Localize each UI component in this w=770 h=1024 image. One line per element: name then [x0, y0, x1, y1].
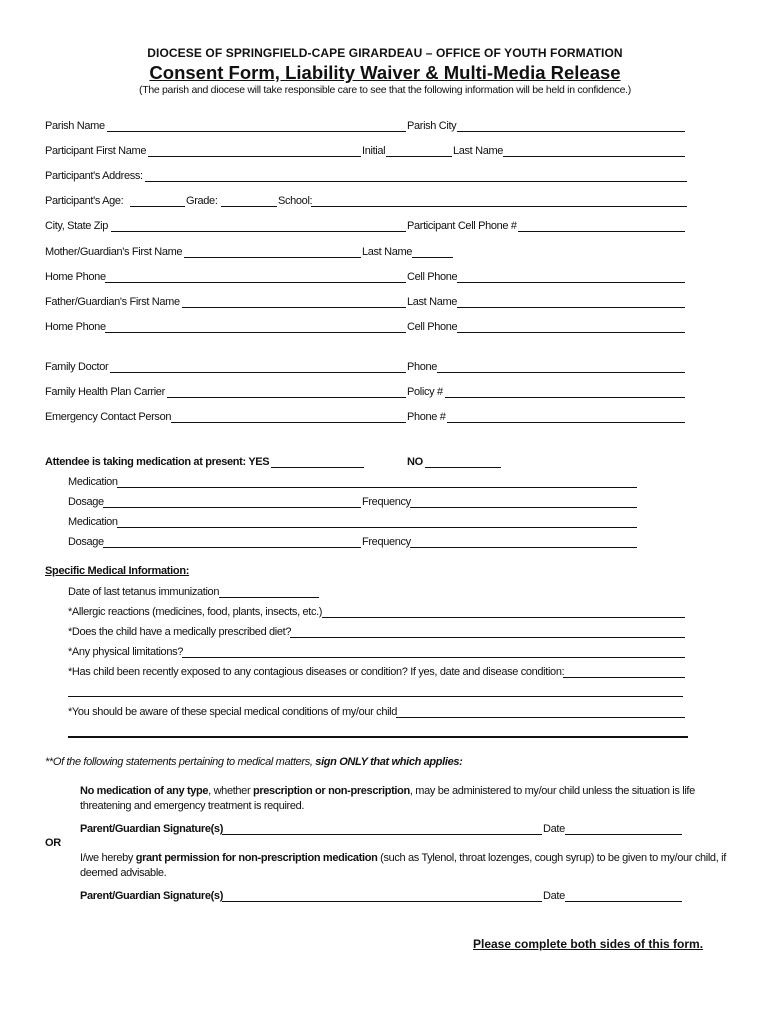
statements-intro-emphasis: sign ONLY that which applies:	[315, 756, 463, 768]
frequency-1-label: Frequency	[362, 496, 411, 508]
medication-no-field[interactable]	[425, 467, 501, 468]
health-plan-row	[0, 385, 770, 401]
father-first-name-label: Father/Guardian's First Name	[45, 296, 180, 308]
medication-2-row	[0, 515, 770, 531]
diocese-heading: DIOCESE OF SPRINGFIELD-CAPE GIRARDEAU – OFFICE OF YOUTH FORMATION	[147, 46, 623, 60]
father-last-name-label: Last Name	[407, 296, 458, 308]
diet-field[interactable]	[290, 637, 685, 638]
permission-rest: (such as Tylenol, throat lozenges, cough syrup) to be given to my/our child, if deemed advisable.	[80, 852, 726, 879]
grade-label: Grade:	[186, 195, 218, 207]
allergic-field[interactable]	[322, 617, 685, 618]
address-label: Participant's Address:	[45, 170, 143, 182]
contagious-extra-line[interactable]	[68, 696, 683, 697]
dosage-1-label: Dosage	[68, 496, 104, 508]
grade-field[interactable]	[221, 206, 277, 207]
medication-question-label: Attendee is taking medication at present: YES	[45, 456, 270, 468]
father-home-phone-label: Home Phone	[45, 321, 106, 333]
parish-name-label: Parish Name	[45, 120, 105, 132]
contagious-label: *Has child been recently exposed to any contagious diseases or condition? If yes, date and disease condition:	[68, 666, 565, 678]
mother-home-phone-label: Home Phone	[45, 271, 106, 283]
medication-question-row	[0, 455, 770, 471]
frequency-2-label: Frequency	[362, 536, 411, 548]
date-2-label: Date	[543, 890, 565, 902]
city-phone-row	[0, 219, 770, 235]
signature-1-field[interactable]	[222, 834, 542, 835]
emergency-phone-label: Phone #	[407, 411, 446, 423]
emergency-contact-field[interactable]	[171, 422, 406, 423]
contagious-row	[0, 665, 770, 681]
date-1-field[interactable]	[565, 834, 682, 835]
doctor-phone-label: Phone	[407, 361, 438, 373]
age-label: Participant's Age:	[45, 195, 124, 207]
no-medication-statement	[80, 784, 730, 814]
first-name-field[interactable]	[148, 156, 361, 157]
physical-label: *Any physical limitations?	[68, 646, 184, 658]
age-grade-school-row	[0, 194, 770, 210]
participant-cell-label: Participant Cell Phone #	[407, 220, 517, 232]
policy-label: Policy #	[407, 386, 443, 398]
family-doctor-field[interactable]	[110, 372, 406, 373]
emergency-phone-field[interactable]	[447, 422, 685, 423]
or-row	[0, 836, 770, 852]
signature-row-2	[0, 889, 770, 905]
father-home-phone-field[interactable]	[105, 332, 406, 333]
first-name-label: Participant First Name	[45, 145, 147, 157]
participant-cell-field[interactable]	[518, 231, 685, 232]
aware-extra-line[interactable]	[68, 736, 688, 738]
father-last-name-field[interactable]	[457, 307, 685, 308]
city-state-zip-field[interactable]	[111, 231, 406, 232]
dosage-1-row	[0, 495, 770, 511]
frequency-2-field[interactable]	[410, 547, 637, 548]
address-row	[0, 169, 770, 185]
medication-no-label: NO	[407, 456, 423, 468]
participant-name-row	[0, 144, 770, 160]
father-cell-phone-field[interactable]	[457, 332, 685, 333]
date-1-label: Date	[543, 823, 565, 835]
doctor-phone-field[interactable]	[437, 372, 685, 373]
permission-prefix: I/we hereby	[80, 852, 136, 864]
form-title: Consent Form, Liability Waiver & Multi-Media Release	[149, 62, 621, 83]
address-field[interactable]	[145, 181, 687, 182]
no-medication-mid: , whether	[208, 785, 253, 797]
dosage-2-field[interactable]	[103, 547, 361, 548]
family-doctor-label: Family Doctor	[45, 361, 109, 373]
diet-row	[0, 625, 770, 641]
date-2-field[interactable]	[565, 901, 682, 902]
medication-2-label: Medication	[68, 516, 118, 528]
statements-intro-text: **Of the following statements pertaining to medical matters,	[45, 756, 316, 768]
medication-1-label: Medication	[68, 476, 118, 488]
tetanus-row	[0, 585, 770, 601]
medication-2-field[interactable]	[117, 527, 637, 528]
emergency-contact-label: Emergency Contact Person	[45, 411, 172, 423]
no-medication-bold: No medication of any type	[80, 785, 209, 797]
aware-field[interactable]	[396, 717, 685, 718]
medication-yes-field[interactable]	[271, 467, 364, 468]
aware-row	[0, 705, 770, 721]
dosage-2-row	[0, 535, 770, 551]
mother-cell-phone-label: Cell Phone	[407, 271, 458, 283]
last-name-field[interactable]	[503, 156, 685, 157]
city-state-zip-label: City, State Zip	[45, 220, 109, 232]
school-label: School:	[278, 195, 313, 207]
permission-statement	[80, 851, 730, 881]
father-phone-row	[0, 320, 770, 336]
mother-first-name-label: Mother/Guardian's First Name	[45, 246, 183, 258]
statements-intro	[0, 755, 770, 771]
parish-row	[0, 119, 770, 135]
parish-city-field[interactable]	[457, 131, 685, 132]
tetanus-label: Date of last tetanus immunization	[68, 586, 220, 598]
parish-city-label: Parish City	[407, 120, 457, 132]
mother-home-phone-field[interactable]	[105, 282, 406, 283]
father-name-row	[0, 295, 770, 311]
emergency-row	[0, 410, 770, 426]
dosage-1-field[interactable]	[103, 507, 361, 508]
complete-both-sides-note: Please complete both sides of this form.	[473, 937, 704, 951]
mother-last-name-field[interactable]	[412, 257, 453, 258]
medication-1-field[interactable]	[117, 487, 637, 488]
health-plan-label: Family Health Plan Carrier	[45, 386, 165, 398]
allergic-row	[0, 605, 770, 621]
last-name-label: Last Name	[453, 145, 504, 157]
physical-field[interactable]	[182, 657, 685, 658]
allergic-label: *Allergic reactions (medicines, food, plants, insects, etc.)	[68, 606, 323, 618]
policy-field[interactable]	[445, 397, 685, 398]
or-label: OR	[45, 837, 61, 849]
contagious-field[interactable]	[563, 677, 685, 678]
specific-medical-heading: Specific Medical Information:	[45, 565, 190, 577]
doctor-row	[0, 360, 770, 376]
no-medication-bold-2: prescription or non-prescription	[252, 785, 410, 797]
confidentiality-note: (The parish and diocese will take responsible care to see that the following information will be held in confidence.)	[139, 84, 631, 96]
father-cell-phone-label: Cell Phone	[407, 321, 458, 333]
dosage-2-label: Dosage	[68, 536, 104, 548]
initial-field[interactable]	[386, 156, 452, 157]
age-field[interactable]	[130, 206, 185, 207]
mother-first-name-field[interactable]	[184, 257, 361, 258]
initial-label: Initial	[362, 145, 386, 157]
father-first-name-field[interactable]	[182, 307, 406, 308]
no-medication-rest: , may be administered to my/our child unless the situation is life threatening and emergency treatment is required.	[80, 785, 695, 812]
mother-last-name-label: Last Name	[362, 246, 413, 258]
aware-label: *You should be aware of these special medical conditions of my/our child	[68, 706, 398, 718]
signature-2-field[interactable]	[222, 901, 542, 902]
frequency-1-field[interactable]	[410, 507, 637, 508]
signature-2-label: Parent/Guardian Signature(s)	[80, 890, 224, 902]
physical-row	[0, 645, 770, 661]
tetanus-field[interactable]	[219, 597, 319, 598]
mother-cell-phone-field[interactable]	[457, 282, 685, 283]
mother-name-row	[0, 245, 770, 261]
medication-1-row	[0, 475, 770, 491]
mother-phone-row	[0, 270, 770, 286]
school-field[interactable]	[311, 206, 687, 207]
permission-bold: grant permission for non-prescription medication	[135, 852, 378, 864]
health-plan-field[interactable]	[167, 397, 406, 398]
parish-name-field[interactable]	[107, 131, 406, 132]
signature-1-label: Parent/Guardian Signature(s)	[80, 823, 224, 835]
diet-label: *Does the child have a medically prescribed diet?	[68, 626, 292, 638]
